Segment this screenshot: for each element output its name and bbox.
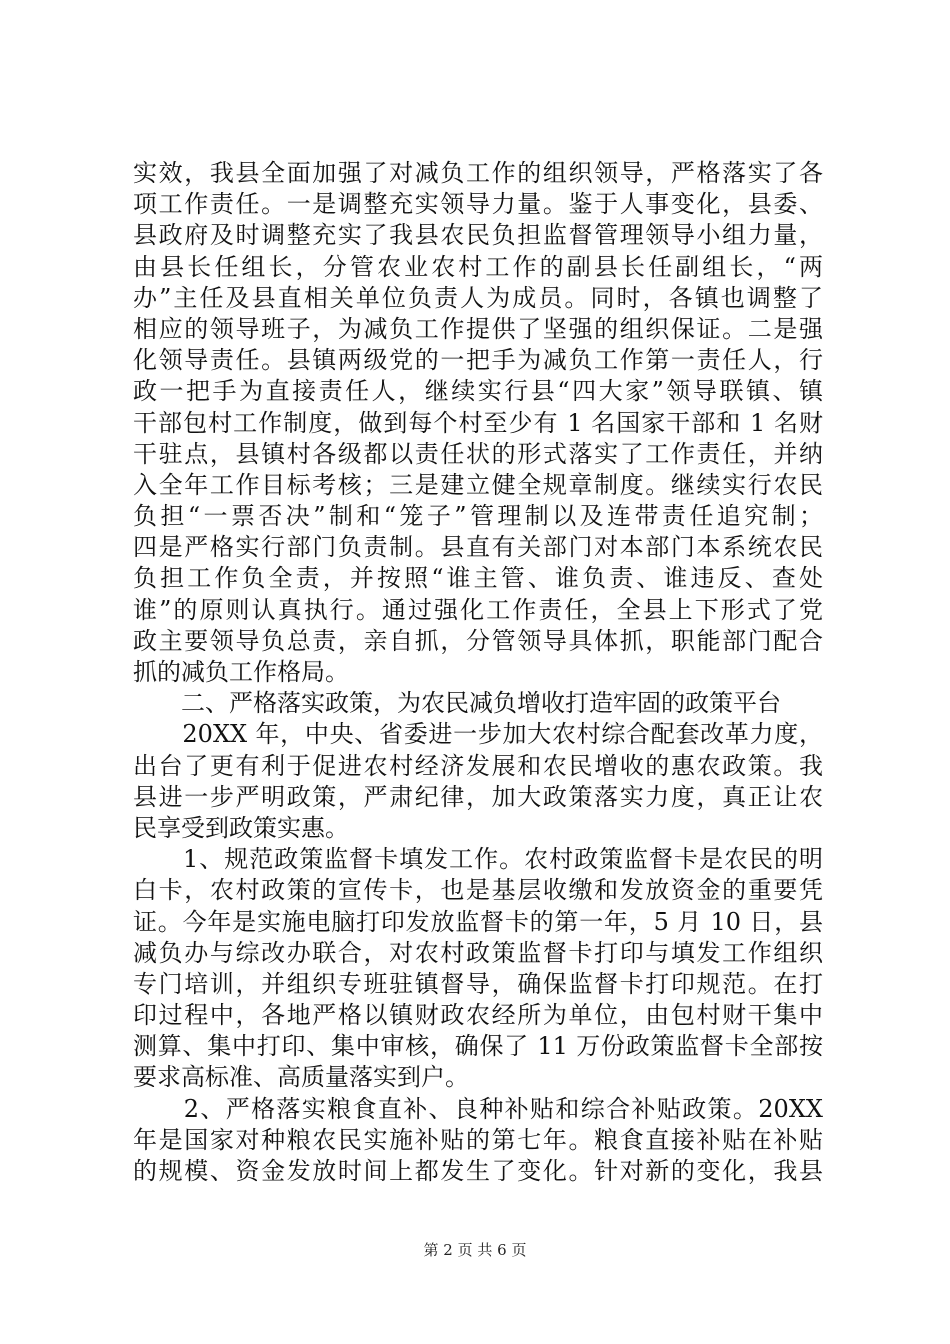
text-line: 1、规范政策监督卡填发工作。农村政策监督卡是农民的明 xyxy=(133,845,823,874)
document-body xyxy=(133,158,823,1187)
page-footer: 第 2 页 共 6 页 xyxy=(423,1241,527,1259)
text-line: 县进一步严明政策，严肃纪律，加大政策落实力度，真正让农 xyxy=(133,782,823,811)
text-line: 由县长任组长，分管农业农村工作的副县长任副组长，“两 xyxy=(133,252,823,281)
text-line: 20XX 年，中央、省委进一步加大农村综合配套改革力度， xyxy=(133,720,823,749)
text-line: 化领导责任。县镇两级党的一把手为减负工作第一责任人，行 xyxy=(133,346,823,375)
text-line: 测算、集中打印、集中审核，确保了 11 万份政策监督卡全部按 xyxy=(133,1032,823,1061)
text-line: 四是严格实行部门负责制。县直有关部门对本部门本系统农民 xyxy=(133,533,823,562)
text-line: 县政府及时调整充实了我县农民负担监督管理领导小组力量， xyxy=(133,221,823,250)
text-line: 要求高标准、高质量落实到户。 xyxy=(133,1063,469,1092)
text-line: 负担工作负全责，并按照“谁主管、谁负责、谁违反、查处 xyxy=(133,564,823,593)
text-line: 白卡，农村政策的宣传卡，也是基层收缴和发放资金的重要凭 xyxy=(133,876,823,905)
text-line: 民享受到政策实惠。 xyxy=(133,813,349,842)
text-line: 干部包村工作制度，做到每个村至少有 1 名国家干部和 1 名财 xyxy=(133,408,823,437)
text-line: 负担“一票否决”制和“笼子”管理制以及连带责任追究制； xyxy=(133,502,823,531)
text-line: 2、严格落实粮食直补、良种补贴和综合补贴政策。20XX xyxy=(133,1094,823,1123)
text-line: 实效，我县全面加强了对减负工作的组织领导，严格落实了各 xyxy=(133,159,823,187)
text-line: 年是国家对种粮农民实施补贴的第七年。粮食直接补贴在补贴 xyxy=(133,1125,823,1154)
text-line: 办”主任及县直相关单位负责人为成员。同时，各镇也调整了 xyxy=(133,283,823,312)
text-line: 印过程中，各地严格以镇财政农经所为单位，由包村财干集中 xyxy=(133,1001,823,1030)
text-line: 二、严格落实政策，为农民减负增收打造牢固的政策平台 xyxy=(133,689,781,718)
text-line: 入全年工作目标考核；三是建立健全规章制度。继续实行农民 xyxy=(133,470,823,499)
text-line: 减负办与综改办联合，对农村政策监督卡打印与填发工作组织 xyxy=(133,938,823,967)
text-line: 证。今年是实施电脑打印发放监督卡的第一年，5 月 10 日，县 xyxy=(133,907,823,936)
text-line: 政主要领导负总责，亲自抓，分管领导具体抓，职能部门配合 xyxy=(133,626,823,655)
text-line: 的规模、资金发放时间上都发生了变化。针对新的变化，我县 xyxy=(133,1157,823,1185)
text-line: 政一把手为直接责任人，继续实行县“四大家”领导联镇、镇 xyxy=(133,377,823,406)
text-line: 相应的领导班子，为减负工作提供了坚强的组织保证。二是强 xyxy=(133,314,823,343)
text-line: 干驻点，县镇村各级都以责任状的形式落实了工作责任，并纳 xyxy=(133,439,823,468)
text-line: 项工作责任。一是调整充实领导力量。鉴于人事变化，县委、 xyxy=(133,190,823,219)
text-line: 出台了更有利于促进农村经济发展和农民增收的惠农政策。我 xyxy=(133,751,823,780)
text-line: 抓的减负工作格局。 xyxy=(133,658,349,686)
text-line: 专门培训，并组织专班驻镇督导，确保监督卡打印规范。在打 xyxy=(133,969,823,998)
text-line: 谁”的原则认真执行。通过强化工作责任，全县上下形式了党 xyxy=(133,595,823,624)
